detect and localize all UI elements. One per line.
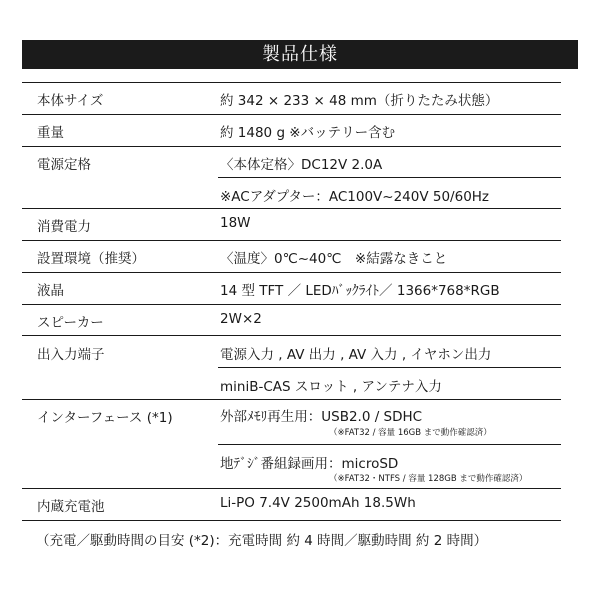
page-title: 製品仕様 [22, 40, 578, 69]
spec-value [218, 83, 561, 114]
spec-row-consumption [22, 208, 561, 240]
spec-value-text: 電源入力 , AV 出力 , AV 入力 , イヤホン出力 [220, 347, 492, 363]
spec-value [218, 305, 561, 335]
spec-label: 重量 [37, 125, 64, 141]
spec-row-speaker [22, 304, 561, 335]
spec-label: 電源定格 [37, 157, 91, 173]
spec-value-text: 2W×2 [220, 311, 262, 327]
spec-value [218, 367, 561, 399]
spec-value-text: 〈本体定格〉DC12V 2.0A [220, 157, 383, 173]
spec-value-text: 地ﾃﾞｼﾞ番組録画用：microSD [220, 456, 399, 472]
spec-value [218, 115, 561, 146]
spec-value-text: 〈温度〉0℃~40℃ ※結露なきこと [220, 251, 448, 267]
spec-value-text: miniB-CAS スロット , アンテナ入力 [220, 379, 442, 395]
spec-label: 本体サイズ [37, 93, 104, 109]
spec-value-text: Li-PO 7.4V 2500mAh 18.5Wh [220, 495, 416, 511]
spec-value [218, 147, 561, 177]
footnote: （充電／駆動時間の目安 (*2)：充電時間 約 4 時間／駆動時間 約 2 時間） [36, 533, 488, 549]
spec-value [218, 489, 561, 520]
spec-label: インターフェース (*1) [37, 410, 173, 426]
spec-row-environment [22, 240, 561, 272]
spec-value [218, 241, 561, 272]
spec-value-text: 18W [220, 215, 251, 231]
spec-value [218, 444, 561, 488]
spec-row-size [22, 82, 561, 114]
spec-label: スピーカー [37, 315, 104, 331]
spec-label: 消費電力 [37, 219, 91, 235]
spec-value-text: ※ACアダプター：AC100V~240V 50/60Hz [220, 189, 490, 205]
spec-label: 設置環境（推奨） [37, 251, 145, 267]
spec-row-weight [22, 114, 561, 146]
spec-value-text: 14 型 TFT ／ LEDﾊﾞｯｸﾗｲﾄ／ 1366*768*RGB [220, 283, 500, 299]
spec-value [218, 177, 561, 208]
spec-value-text: 外部ﾒﾓﾘ再生用：USB2.0 / SDHC [220, 409, 423, 425]
spec-row-ports [22, 335, 561, 399]
spec-value [218, 209, 561, 240]
spec-value [218, 400, 561, 444]
spec-row-battery [22, 488, 561, 521]
spec-table [22, 82, 561, 521]
spec-label: 内蔵充電池 [37, 499, 105, 515]
spec-row-power-rating [22, 146, 561, 208]
spec-label: 出入力端子 [37, 347, 105, 363]
spec-value-text: 約 342 × 233 × 48 mm（折りたたみ状態） [220, 93, 499, 109]
spec-row-interface [22, 399, 561, 488]
spec-row-lcd [22, 272, 561, 304]
spec-value [218, 273, 561, 304]
spec-value-note: （※FAT32・NTFS / 容量 128GB まで動作確認済） [329, 474, 528, 484]
spec-label: 液晶 [37, 283, 64, 299]
spec-value-note: （※FAT32 / 容量 16GB まで動作確認済） [329, 428, 492, 438]
spec-value-text: 約 1480 g ※バッテリー含む [220, 125, 396, 141]
spec-value [218, 336, 561, 367]
